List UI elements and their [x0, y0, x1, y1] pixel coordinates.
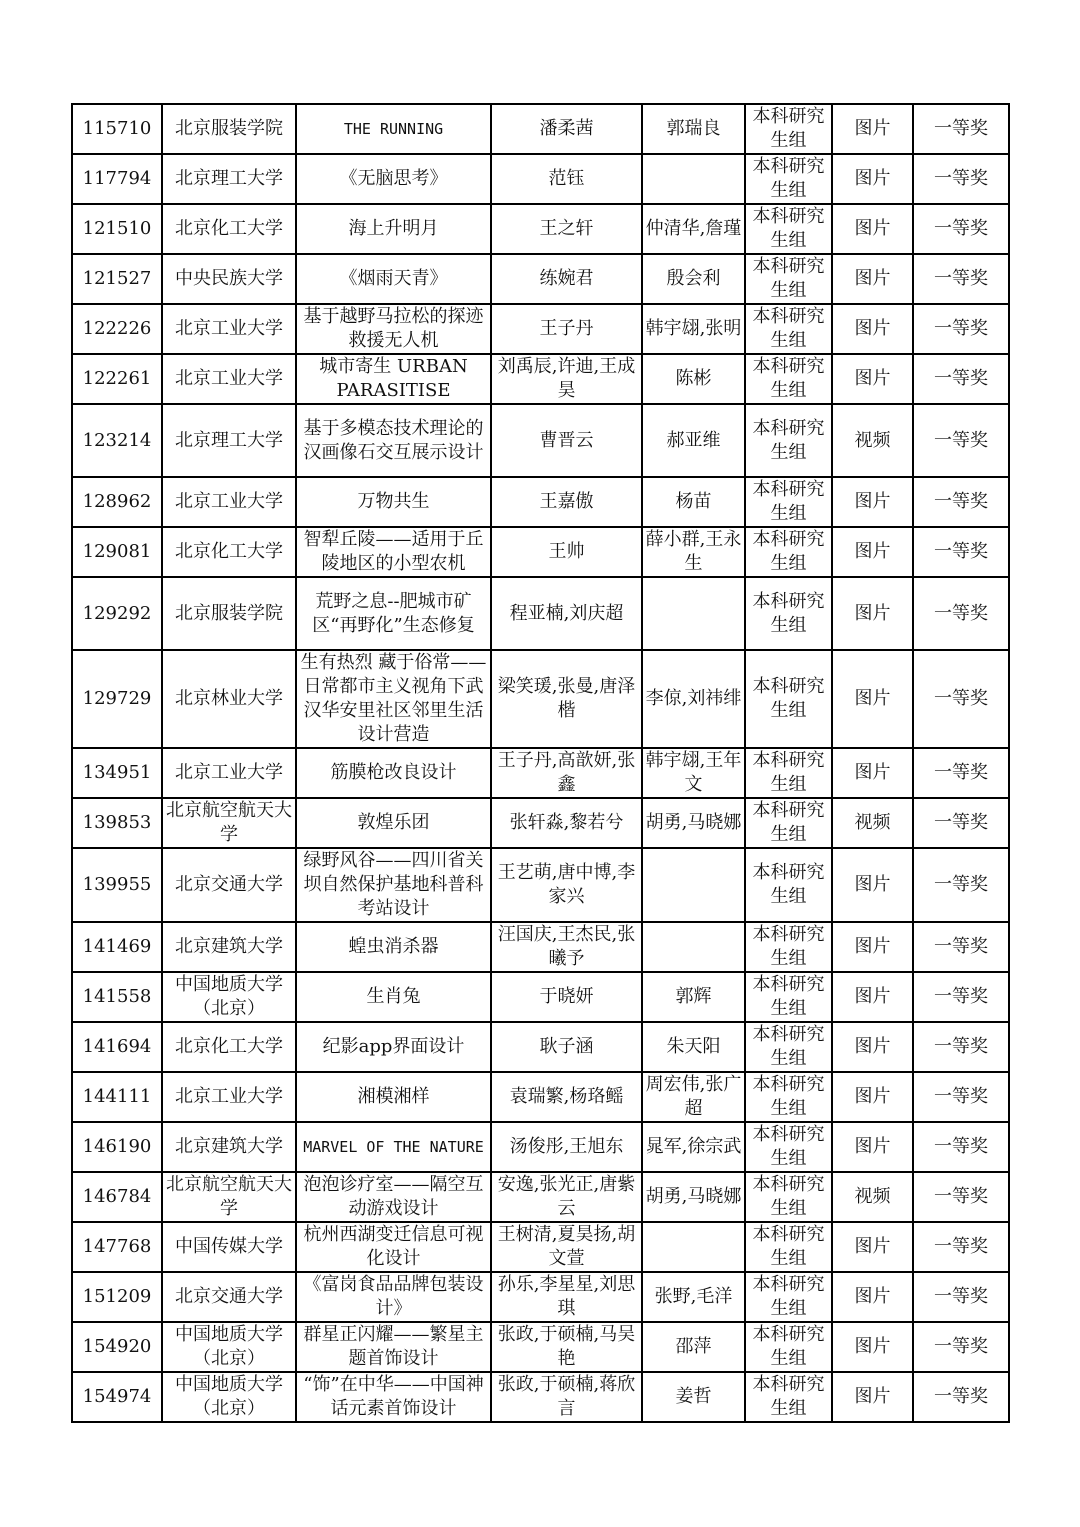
- advisors-cell: 郭瑞良: [642, 104, 745, 154]
- advisors-cell: 胡勇,马晓娜: [642, 1172, 745, 1222]
- group-cell: 本科研究生组: [745, 1072, 832, 1122]
- table-row: [72, 1122, 1009, 1172]
- entry-id-cell: 139853: [72, 798, 162, 848]
- authors-cell: 程亚楠,刘庆超: [491, 577, 642, 650]
- table-row: [72, 1322, 1009, 1372]
- authors-cell: 张政,于硕楠,蒋欣言: [491, 1372, 642, 1422]
- advisors-cell: 邵萍: [642, 1322, 745, 1372]
- award-level-cell: 一等奖: [913, 154, 1009, 204]
- entry-id-cell: 117794: [72, 154, 162, 204]
- award-level-cell: 一等奖: [913, 972, 1009, 1022]
- university-cell: 北京理工大学: [162, 404, 296, 477]
- award-level-cell: 一等奖: [913, 1372, 1009, 1422]
- entry-id-cell: 154974: [72, 1372, 162, 1422]
- authors-cell: 范钰: [491, 154, 642, 204]
- group-cell: 本科研究生组: [745, 848, 832, 922]
- authors-cell: 刘禹辰,许迪,王成昊: [491, 354, 642, 404]
- advisors-cell: 陈彬: [642, 354, 745, 404]
- advisors-cell: [642, 922, 745, 972]
- category-cell: 图片: [832, 922, 913, 972]
- table-row: [72, 354, 1009, 404]
- table-row: [72, 577, 1009, 650]
- category-cell: 图片: [832, 254, 913, 304]
- award-level-cell: 一等奖: [913, 798, 1009, 848]
- category-cell: 图片: [832, 1122, 913, 1172]
- work-title-cell: 敦煌乐团: [296, 798, 491, 848]
- university-cell: 北京工业大学: [162, 477, 296, 527]
- category-cell: 图片: [832, 748, 913, 798]
- work-title-cell: 杭州西湖变迁信息可视化设计: [296, 1222, 491, 1272]
- authors-cell: 张轩淼,黎若兮: [491, 798, 642, 848]
- group-cell: 本科研究生组: [745, 1022, 832, 1072]
- advisors-cell: 仲清华,詹瑾: [642, 204, 745, 254]
- work-title-cell: 泡泡诊疗室——隔空互动游戏设计: [296, 1172, 491, 1222]
- award-level-cell: 一等奖: [913, 1172, 1009, 1222]
- table-row: [72, 1272, 1009, 1322]
- award-level-cell: 一等奖: [913, 1272, 1009, 1322]
- category-cell: 图片: [832, 1222, 913, 1272]
- university-cell: 北京林业大学: [162, 650, 296, 748]
- advisors-cell: 郝亚维: [642, 404, 745, 477]
- table-row: [72, 154, 1009, 204]
- table-row: [72, 798, 1009, 848]
- work-title-cell: 《烟雨天青》: [296, 254, 491, 304]
- group-cell: 本科研究生组: [745, 972, 832, 1022]
- authors-cell: 王子丹,高歆妍,张鑫: [491, 748, 642, 798]
- university-cell: 北京航空航天大学: [162, 1172, 296, 1222]
- group-cell: 本科研究生组: [745, 104, 832, 154]
- table-row: [72, 254, 1009, 304]
- advisors-cell: 韩宇翃,王年文: [642, 748, 745, 798]
- award-table-body: [72, 104, 1009, 1422]
- university-cell: 中国地质大学（北京）: [162, 1372, 296, 1422]
- entry-id-cell: 146784: [72, 1172, 162, 1222]
- work-title-cell: 绿野风谷——四川省关坝自然保护基地科普科考站设计: [296, 848, 491, 922]
- category-cell: 视频: [832, 1172, 913, 1222]
- award-level-cell: 一等奖: [913, 1072, 1009, 1122]
- award-level-cell: 一等奖: [913, 922, 1009, 972]
- table-row: [72, 104, 1009, 154]
- group-cell: 本科研究生组: [745, 354, 832, 404]
- group-cell: 本科研究生组: [745, 1122, 832, 1172]
- work-title-cell: 《富岗食品品牌包装设计》: [296, 1272, 491, 1322]
- work-title-cell: 城市寄生 URBAN PARASITISE: [296, 354, 491, 404]
- award-level-cell: 一等奖: [913, 204, 1009, 254]
- entry-id-cell: 144111: [72, 1072, 162, 1122]
- award-level-cell: 一等奖: [913, 304, 1009, 354]
- award-level-cell: 一等奖: [913, 527, 1009, 577]
- university-cell: 北京化工大学: [162, 204, 296, 254]
- work-title-cell: 纪影app界面设计: [296, 1022, 491, 1072]
- authors-cell: 王之轩: [491, 204, 642, 254]
- group-cell: 本科研究生组: [745, 477, 832, 527]
- category-cell: 图片: [832, 527, 913, 577]
- advisors-cell: [642, 154, 745, 204]
- category-cell: 图片: [832, 1272, 913, 1322]
- entry-id-cell: 121510: [72, 204, 162, 254]
- table-row: [72, 1072, 1009, 1122]
- advisors-cell: 胡勇,马晓娜: [642, 798, 745, 848]
- table-row: [72, 748, 1009, 798]
- group-cell: 本科研究生组: [745, 204, 832, 254]
- group-cell: 本科研究生组: [745, 1222, 832, 1272]
- award-level-cell: 一等奖: [913, 1222, 1009, 1272]
- table-row: [72, 848, 1009, 922]
- university-cell: 北京工业大学: [162, 354, 296, 404]
- work-title-cell: 湘模湘样: [296, 1072, 491, 1122]
- group-cell: 本科研究生组: [745, 1272, 832, 1322]
- group-cell: 本科研究生组: [745, 650, 832, 748]
- award-level-cell: 一等奖: [913, 1322, 1009, 1372]
- entry-id-cell: 146190: [72, 1122, 162, 1172]
- authors-cell: 王子丹: [491, 304, 642, 354]
- category-cell: 图片: [832, 304, 913, 354]
- group-cell: 本科研究生组: [745, 1372, 832, 1422]
- university-cell: 中国地质大学（北京）: [162, 972, 296, 1022]
- table-row: [72, 527, 1009, 577]
- award-level-cell: 一等奖: [913, 848, 1009, 922]
- category-cell: 图片: [832, 1022, 913, 1072]
- work-title-cell: 生肖兔: [296, 972, 491, 1022]
- group-cell: 本科研究生组: [745, 922, 832, 972]
- group-cell: 本科研究生组: [745, 1172, 832, 1222]
- entry-id-cell: 129081: [72, 527, 162, 577]
- work-title-cell: 海上升明月: [296, 204, 491, 254]
- university-cell: 北京化工大学: [162, 527, 296, 577]
- advisors-cell: 晁军,徐宗武: [642, 1122, 745, 1172]
- category-cell: 图片: [832, 154, 913, 204]
- entry-id-cell: 141558: [72, 972, 162, 1022]
- work-title-cell: 筋膜枪改良设计: [296, 748, 491, 798]
- award-level-cell: 一等奖: [913, 748, 1009, 798]
- advisors-cell: [642, 1222, 745, 1272]
- table-row: [72, 1022, 1009, 1072]
- authors-cell: 王树清,夏昊扬,胡文萱: [491, 1222, 642, 1272]
- university-cell: 北京化工大学: [162, 1022, 296, 1072]
- category-cell: 图片: [832, 972, 913, 1022]
- category-cell: 视频: [832, 404, 913, 477]
- group-cell: 本科研究生组: [745, 304, 832, 354]
- entry-id-cell: 147768: [72, 1222, 162, 1272]
- category-cell: 图片: [832, 577, 913, 650]
- category-cell: 图片: [832, 848, 913, 922]
- category-cell: 图片: [832, 1072, 913, 1122]
- entry-id-cell: 129292: [72, 577, 162, 650]
- advisors-cell: 薛小群,王永生: [642, 527, 745, 577]
- category-cell: 图片: [832, 1372, 913, 1422]
- entry-id-cell: 154920: [72, 1322, 162, 1372]
- authors-cell: 安逸,张光正,唐紫云: [491, 1172, 642, 1222]
- authors-cell: 王嘉傲: [491, 477, 642, 527]
- advisors-cell: 殷会利: [642, 254, 745, 304]
- award-level-cell: 一等奖: [913, 577, 1009, 650]
- entry-id-cell: 122261: [72, 354, 162, 404]
- work-title-cell: 生有热烈 藏于俗常——日常都市主义视角下武汉华安里社区邻里生活设计营造: [296, 650, 491, 748]
- entry-id-cell: 141694: [72, 1022, 162, 1072]
- group-cell: 本科研究生组: [745, 254, 832, 304]
- advisors-cell: 杨苗: [642, 477, 745, 527]
- authors-cell: 汪国庆,王杰民,张曦予: [491, 922, 642, 972]
- advisors-cell: 朱天阳: [642, 1022, 745, 1072]
- table-row: [72, 650, 1009, 748]
- advisors-cell: 韩宇翃,张明: [642, 304, 745, 354]
- authors-cell: 王帅: [491, 527, 642, 577]
- award-level-cell: 一等奖: [913, 477, 1009, 527]
- university-cell: 北京工业大学: [162, 1072, 296, 1122]
- group-cell: 本科研究生组: [745, 1322, 832, 1372]
- work-title-cell: 智犁丘陵——适用于丘陵地区的小型农机: [296, 527, 491, 577]
- work-title-cell: MARVEL OF THE NATURE: [296, 1122, 491, 1172]
- advisors-cell: 李倞,刘祎绯: [642, 650, 745, 748]
- award-level-cell: 一等奖: [913, 1122, 1009, 1172]
- table-row: [72, 477, 1009, 527]
- group-cell: 本科研究生组: [745, 748, 832, 798]
- table-row: [72, 304, 1009, 354]
- group-cell: 本科研究生组: [745, 577, 832, 650]
- authors-cell: 梁笑瑗,张曼,唐泽楷: [491, 650, 642, 748]
- advisors-cell: 姜哲: [642, 1372, 745, 1422]
- group-cell: 本科研究生组: [745, 404, 832, 477]
- university-cell: 中央民族大学: [162, 254, 296, 304]
- work-title-cell: 万物共生: [296, 477, 491, 527]
- work-title-cell: 蝗虫消杀器: [296, 922, 491, 972]
- work-title-cell: 荒野之息--肥城市矿区“再野化”生态修复: [296, 577, 491, 650]
- work-title-cell: 群星正闪耀——繁星主题首饰设计: [296, 1322, 491, 1372]
- university-cell: 北京工业大学: [162, 304, 296, 354]
- category-cell: 视频: [832, 798, 913, 848]
- group-cell: 本科研究生组: [745, 154, 832, 204]
- entry-id-cell: 115710: [72, 104, 162, 154]
- university-cell: 北京工业大学: [162, 748, 296, 798]
- university-cell: 北京服装学院: [162, 577, 296, 650]
- table-row: [72, 922, 1009, 972]
- advisors-cell: [642, 848, 745, 922]
- category-cell: 图片: [832, 104, 913, 154]
- entry-id-cell: 141469: [72, 922, 162, 972]
- work-title-cell: 《无脑思考》: [296, 154, 491, 204]
- authors-cell: 王艺萌,唐中博,李家兴: [491, 848, 642, 922]
- category-cell: 图片: [832, 204, 913, 254]
- table-row: [72, 1372, 1009, 1422]
- entry-id-cell: 134951: [72, 748, 162, 798]
- entry-id-cell: 129729: [72, 650, 162, 748]
- category-cell: 图片: [832, 477, 913, 527]
- authors-cell: 孙乐,李星星,刘思琪: [491, 1272, 642, 1322]
- advisors-cell: 周宏伟,张广超: [642, 1072, 745, 1122]
- authors-cell: 练婉君: [491, 254, 642, 304]
- table-row: [72, 1222, 1009, 1272]
- university-cell: 北京交通大学: [162, 848, 296, 922]
- university-cell: 北京交通大学: [162, 1272, 296, 1322]
- university-cell: 北京服装学院: [162, 104, 296, 154]
- award-level-cell: 一等奖: [913, 104, 1009, 154]
- work-title-cell: 基于越野马拉松的探迹救援无人机: [296, 304, 491, 354]
- entry-id-cell: 139955: [72, 848, 162, 922]
- university-cell: 中国传媒大学: [162, 1222, 296, 1272]
- table-row: [72, 1172, 1009, 1222]
- university-cell: 中国地质大学（北京）: [162, 1322, 296, 1372]
- university-cell: 北京建筑大学: [162, 922, 296, 972]
- authors-cell: 张政,于硕楠,马吴艳: [491, 1322, 642, 1372]
- table-row: [72, 204, 1009, 254]
- authors-cell: 袁瑞繁,杨珞鳐: [491, 1072, 642, 1122]
- authors-cell: 于晓妍: [491, 972, 642, 1022]
- university-cell: 北京理工大学: [162, 154, 296, 204]
- category-cell: 图片: [832, 354, 913, 404]
- entry-id-cell: 122226: [72, 304, 162, 354]
- entry-id-cell: 121527: [72, 254, 162, 304]
- authors-cell: 耿子涵: [491, 1022, 642, 1072]
- group-cell: 本科研究生组: [745, 798, 832, 848]
- group-cell: 本科研究生组: [745, 527, 832, 577]
- entry-id-cell: 151209: [72, 1272, 162, 1322]
- award-level-cell: 一等奖: [913, 404, 1009, 477]
- authors-cell: 汤俊彤,王旭东: [491, 1122, 642, 1172]
- advisors-cell: 张野,毛洋: [642, 1272, 745, 1322]
- award-level-cell: 一等奖: [913, 254, 1009, 304]
- work-title-cell: THE RUNNING: [296, 104, 491, 154]
- university-cell: 北京建筑大学: [162, 1122, 296, 1172]
- authors-cell: 潘柔茜: [491, 104, 642, 154]
- table-row: [72, 972, 1009, 1022]
- category-cell: 图片: [832, 1322, 913, 1372]
- award-level-cell: 一等奖: [913, 650, 1009, 748]
- entry-id-cell: 123214: [72, 404, 162, 477]
- award-level-cell: 一等奖: [913, 354, 1009, 404]
- advisors-cell: [642, 577, 745, 650]
- work-title-cell: “饰”在中华——中国神话元素首饰设计: [296, 1372, 491, 1422]
- authors-cell: 曹晋云: [491, 404, 642, 477]
- entry-id-cell: 128962: [72, 477, 162, 527]
- university-cell: 北京航空航天大学: [162, 798, 296, 848]
- award-level-cell: 一等奖: [913, 1022, 1009, 1072]
- award-table: [71, 103, 1010, 1423]
- advisors-cell: 郭辉: [642, 972, 745, 1022]
- work-title-cell: 基于多模态技术理论的汉画像石交互展示设计: [296, 404, 491, 477]
- category-cell: 图片: [832, 650, 913, 748]
- table-row: [72, 404, 1009, 477]
